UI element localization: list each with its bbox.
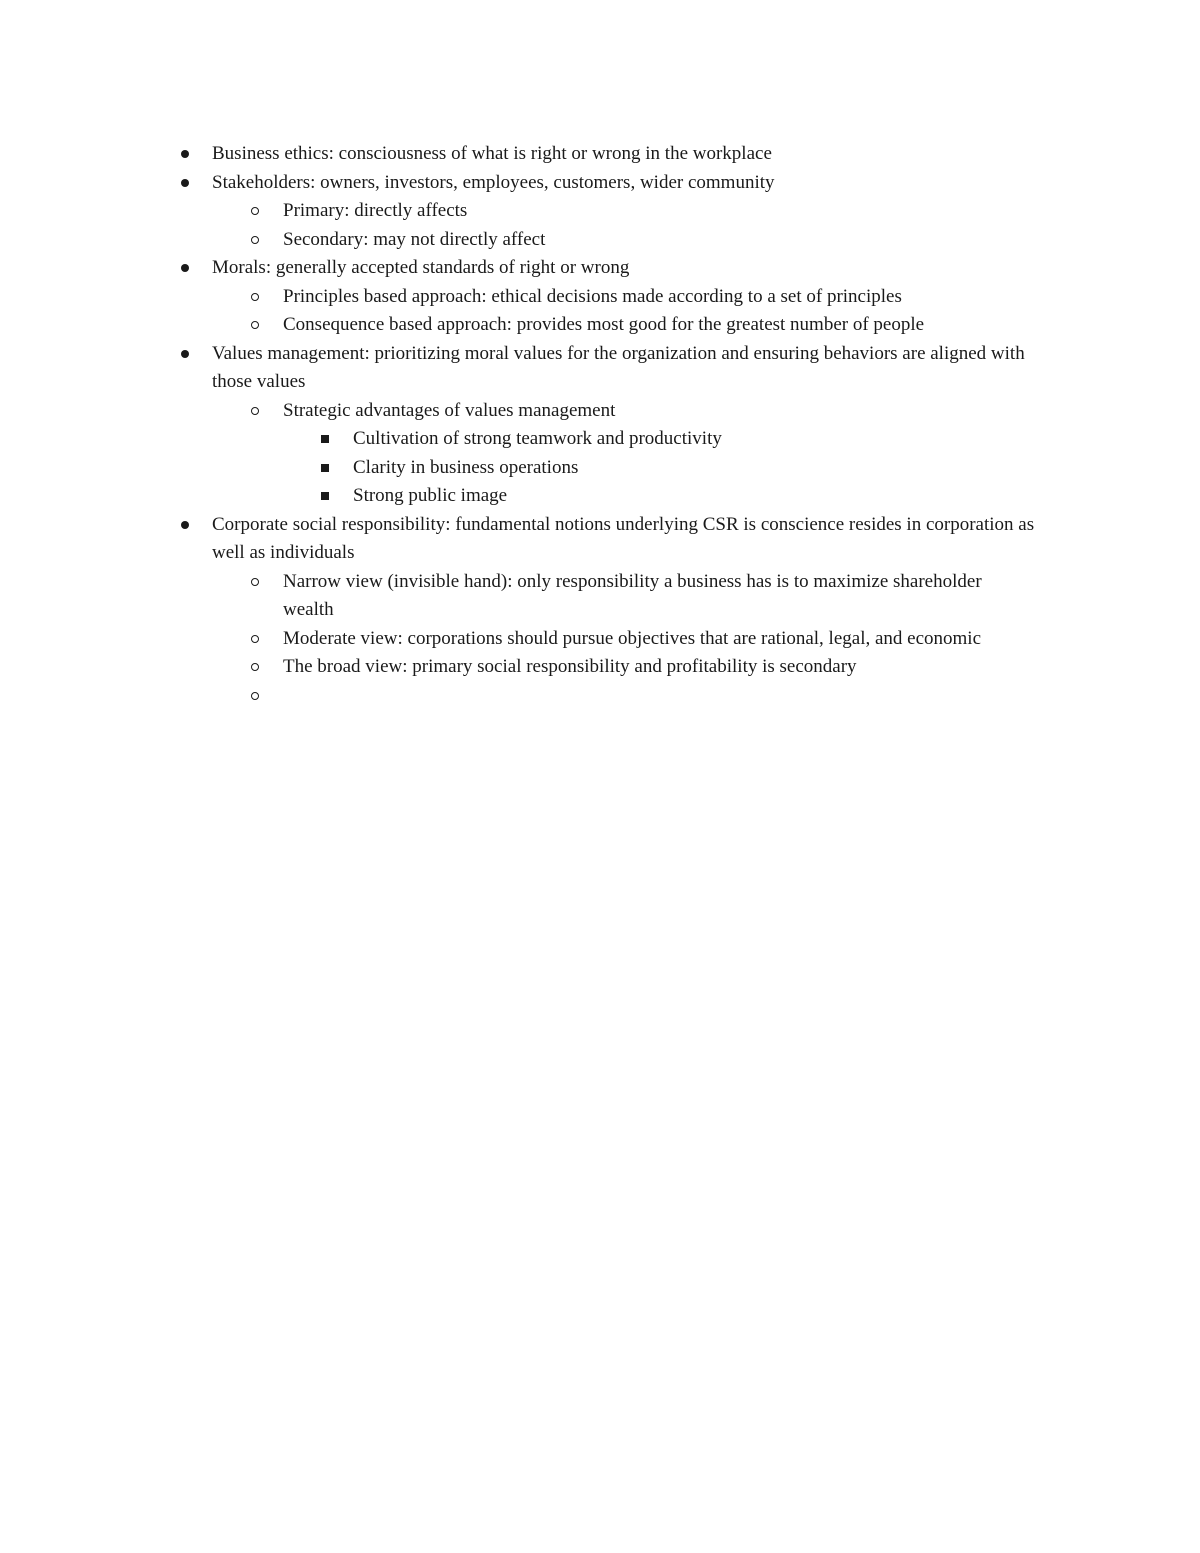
list-item-text: Corporate social responsibility: fundamental notions underlying CSR is conscience resides in corporation as well as individuals [212,513,1035,563]
list-item-text: Secondary: may not directly affect [283,228,546,250]
list-item [176,140,1036,169]
list-item [176,254,1036,283]
bullet-list [176,140,1036,710]
list-item [176,653,1036,682]
list-item-text: Moderate view: corporations should pursue objectives that are rational, legal, and economic [283,627,982,649]
list-item-text: Morals: generally accepted standards of right or wrong [212,257,630,278]
list-item [176,340,1036,397]
list-item [176,169,1036,198]
list-item-text: Cultivation of strong teamwork and productivity [353,428,722,449]
list-item-text: The broad view: primary social responsibility and profitability is secondary [283,656,857,677]
list-item [176,311,1036,340]
list-item-text: Consequence based approach: provides most good for the greatest number of people [283,314,925,335]
list-item-text: Values management: prioritizing moral values for the organization and ensuring behaviors are aligned with those values [212,342,1025,392]
list-item-text: Clarity in business operations [353,456,579,478]
list-item-text: Narrow view (invisible hand): only responsibility a business has is to maximize shareholder wealth [283,570,982,620]
list-item [176,283,1036,312]
list-item [176,511,1036,568]
list-item [176,625,1036,654]
list-item-text: Primary: directly affects [283,200,468,221]
list-item-text: Principles based approach: ethical decisions made according to a set of principles [283,285,902,307]
list-item [176,197,1036,226]
list-item [176,568,1036,625]
list-item-text: Strong public image [353,485,508,506]
list-item-text: Stakeholders: owners, investors, employees, customers, wider community [212,171,775,193]
list-item [176,682,1036,711]
list-item [176,226,1036,255]
list-item-text: Strategic advantages of values management [283,399,616,421]
list-item [176,397,1036,426]
list-item-text: Business ethics: consciousness of what is right or wrong in the workplace [212,143,772,164]
list-item [176,482,1036,511]
list-item [176,425,1036,454]
list-item [176,454,1036,483]
